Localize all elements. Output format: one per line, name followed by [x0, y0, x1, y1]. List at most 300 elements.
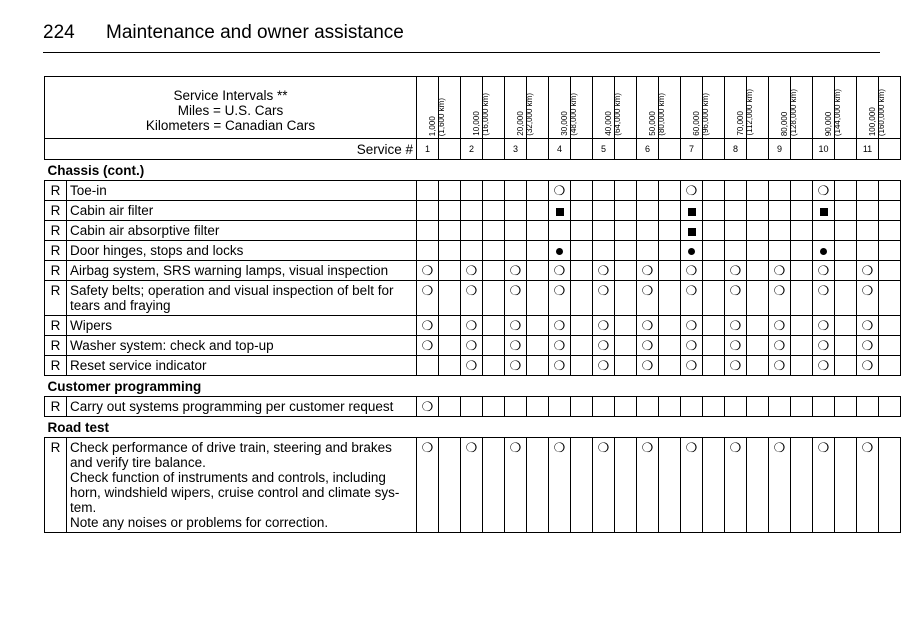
spacer-cell	[879, 181, 901, 201]
mark-cell	[417, 438, 439, 533]
row-code: R	[45, 281, 67, 316]
mark-cell	[549, 316, 571, 336]
spacer-cell	[879, 241, 901, 261]
spacer-cell	[747, 438, 769, 533]
check-circle-icon: ❍	[553, 358, 566, 373]
check-circle-icon: ❍	[553, 183, 566, 198]
spacer-cell	[571, 221, 593, 241]
mark-cell	[681, 221, 703, 241]
spacer-cell	[747, 201, 769, 221]
interval-header-cell	[769, 77, 798, 139]
check-circle-icon: ❍	[861, 440, 874, 455]
page-header	[43, 22, 880, 53]
spacer-cell	[571, 356, 593, 376]
schedule-row	[45, 397, 901, 417]
spacer-cell	[483, 336, 505, 356]
spacer-cell	[659, 281, 681, 316]
mark-cell	[637, 336, 659, 356]
spacer-cell	[791, 139, 813, 160]
check-circle-icon: ❍	[553, 338, 566, 353]
item-line: and verify tire balance.	[70, 455, 206, 470]
spacer-cell	[527, 241, 549, 261]
check-circle-icon: ❍	[773, 440, 786, 455]
spacer-cell	[791, 241, 813, 261]
mark-cell	[681, 241, 703, 261]
check-circle-icon: ❍	[421, 318, 434, 333]
spacer-cell	[439, 181, 461, 201]
spacer-cell	[659, 77, 681, 139]
interval-header-row	[45, 77, 901, 139]
item-line: Cabin air filter	[70, 203, 154, 218]
check-circle-icon: ❍	[861, 318, 874, 333]
spacer-cell	[835, 139, 857, 160]
mark-cell	[637, 241, 659, 261]
spacer-cell	[791, 181, 813, 201]
spacer-cell	[615, 336, 637, 356]
service-number: 9	[769, 139, 791, 160]
spacer-cell	[439, 336, 461, 356]
mark-cell	[593, 281, 615, 316]
mark-cell	[505, 221, 527, 241]
spacer-cell	[703, 397, 725, 417]
mark-cell	[593, 356, 615, 376]
mark-cell	[681, 438, 703, 533]
mark-cell	[549, 336, 571, 356]
interval-header-cell	[857, 77, 886, 139]
item-line: tears and fraying	[70, 298, 171, 313]
spacer-cell	[483, 241, 505, 261]
check-circle-icon: ❍	[729, 263, 742, 278]
spacer-cell	[835, 261, 857, 281]
check-circle-icon: ❍	[773, 263, 786, 278]
check-circle-icon: ❍	[641, 358, 654, 373]
spacer-cell	[879, 281, 901, 316]
mark-cell	[417, 356, 439, 376]
mark-cell	[725, 397, 747, 417]
service-number: 10	[813, 139, 835, 160]
spacer-cell	[747, 77, 769, 139]
check-circle-icon: ❍	[597, 338, 610, 353]
row-code: R	[45, 336, 67, 356]
check-circle-icon: ❍	[729, 318, 742, 333]
spacer-cell	[439, 201, 461, 221]
spacer-cell	[879, 77, 901, 139]
spacer-cell	[659, 201, 681, 221]
mark-cell	[769, 261, 791, 281]
check-circle-icon: ❍	[773, 338, 786, 353]
mark-cell	[593, 336, 615, 356]
spacer-cell	[791, 356, 813, 376]
service-number: 8	[725, 139, 747, 160]
row-code: R	[45, 316, 67, 336]
spacer-cell	[747, 261, 769, 281]
spacer-cell	[791, 221, 813, 241]
mark-cell	[637, 201, 659, 221]
spacer-cell	[835, 316, 857, 336]
check-circle-icon: ❍	[773, 358, 786, 373]
row-code: R	[45, 438, 67, 533]
spacer-cell	[439, 77, 461, 139]
spacer-cell	[703, 336, 725, 356]
mark-cell	[637, 221, 659, 241]
mark-cell	[593, 316, 615, 336]
check-circle-icon: ❍	[641, 338, 654, 353]
check-circle-icon: ❍	[421, 338, 434, 353]
section-title: Road test	[47, 420, 110, 435]
mark-cell	[681, 181, 703, 201]
service-number: 6	[637, 139, 659, 160]
schedule-row	[45, 181, 901, 201]
row-code: R	[45, 356, 67, 376]
mark-cell	[769, 316, 791, 336]
interval-header-cell	[637, 77, 666, 139]
spacer-cell	[703, 438, 725, 533]
check-circle-icon: ❍	[509, 318, 522, 333]
mark-cell	[593, 201, 615, 221]
replace-square-icon	[688, 228, 696, 236]
service-number: 5	[593, 139, 615, 160]
mark-cell	[813, 181, 835, 201]
interval-label: 70,000 (112,000 km)	[735, 89, 754, 136]
mark-cell	[857, 221, 879, 241]
check-circle-icon: ❍	[465, 358, 478, 373]
spacer-cell	[483, 356, 505, 376]
check-circle-icon: ❍	[509, 440, 522, 455]
interval-header-cell	[549, 77, 578, 139]
mark-cell	[637, 438, 659, 533]
interval-label: 40,000 (64,000 km)	[603, 93, 622, 136]
spacer-cell	[483, 139, 505, 160]
spacer-cell	[659, 241, 681, 261]
spacer-cell	[615, 221, 637, 241]
spacer-cell	[571, 201, 593, 221]
mark-cell	[725, 241, 747, 261]
mark-cell	[505, 356, 527, 376]
maintenance-item	[67, 221, 417, 241]
mark-cell	[769, 241, 791, 261]
mark-cell	[813, 316, 835, 336]
interval-header-cell	[461, 77, 490, 139]
spacer-cell	[835, 438, 857, 533]
spacer-cell	[571, 139, 593, 160]
check-circle-icon: ❍	[641, 263, 654, 278]
interval-header-cell	[505, 77, 534, 139]
mark-cell	[637, 397, 659, 417]
service-number: 7	[681, 139, 703, 160]
mark-cell	[857, 181, 879, 201]
section-title: Customer programming	[47, 379, 202, 394]
mark-cell	[725, 281, 747, 316]
spacer-cell	[703, 77, 725, 139]
spacer-cell	[439, 221, 461, 241]
check-circle-icon: ❍	[685, 338, 698, 353]
check-circle-icon: ❍	[773, 283, 786, 298]
schedule-row	[45, 336, 901, 356]
spacer-cell	[615, 356, 637, 376]
spacer-cell	[835, 241, 857, 261]
lubricate-dot-icon	[556, 248, 563, 255]
mark-cell	[813, 241, 835, 261]
item-line: Toe-in	[70, 183, 107, 198]
check-circle-icon: ❍	[421, 399, 434, 414]
mark-cell	[461, 397, 483, 417]
mark-cell	[769, 336, 791, 356]
spacer-cell	[527, 221, 549, 241]
check-circle-icon: ❍	[509, 358, 522, 373]
replace-square-icon	[688, 208, 696, 216]
interval-label: 1,000 (1,600 km)	[427, 97, 446, 136]
mark-cell	[857, 397, 879, 417]
service-number: 3	[505, 139, 527, 160]
spacer-cell	[527, 201, 549, 221]
maintenance-item	[67, 261, 417, 281]
spacer-cell	[439, 397, 461, 417]
spacer-cell	[615, 438, 637, 533]
check-circle-icon: ❍	[553, 440, 566, 455]
mark-cell	[461, 221, 483, 241]
mark-cell	[637, 356, 659, 376]
row-code: R	[45, 241, 67, 261]
interval-header-cell	[681, 77, 710, 139]
check-circle-icon: ❍	[817, 283, 830, 298]
spacer-cell	[747, 281, 769, 316]
spacer-cell	[659, 316, 681, 336]
mark-cell	[417, 281, 439, 316]
spacer-cell	[835, 77, 857, 139]
maintenance-item	[67, 397, 417, 417]
mark-cell	[461, 356, 483, 376]
item-line: Check performance of drive train, steering and brakes	[70, 440, 392, 455]
spacer-cell	[483, 77, 505, 139]
spacer-cell	[659, 336, 681, 356]
spacer-cell	[659, 438, 681, 533]
mark-cell	[549, 261, 571, 281]
lubricate-dot-icon	[820, 248, 827, 255]
spacer-cell	[747, 139, 769, 160]
mark-cell	[417, 221, 439, 241]
spacer-cell	[571, 397, 593, 417]
lubricate-dot-icon	[688, 248, 695, 255]
service-number: 4	[549, 139, 571, 160]
mark-cell	[637, 181, 659, 201]
mark-cell	[857, 281, 879, 316]
spacer-cell	[659, 181, 681, 201]
spacer-cell	[615, 181, 637, 201]
spacer-cell	[527, 77, 549, 139]
mark-cell	[549, 438, 571, 533]
mark-cell	[857, 201, 879, 221]
check-circle-icon: ❍	[465, 338, 478, 353]
check-circle-icon: ❍	[817, 358, 830, 373]
mark-cell	[857, 356, 879, 376]
spacer-cell	[615, 261, 637, 281]
mark-cell	[637, 281, 659, 316]
spacer-cell	[483, 221, 505, 241]
check-circle-icon: ❍	[553, 263, 566, 278]
spacer-cell	[747, 397, 769, 417]
mark-cell	[461, 281, 483, 316]
mark-cell	[549, 397, 571, 417]
check-circle-icon: ❍	[641, 318, 654, 333]
mark-cell	[461, 438, 483, 533]
spacer-cell	[571, 316, 593, 336]
schedule-row	[45, 356, 901, 376]
check-circle-icon: ❍	[817, 183, 830, 198]
check-circle-icon: ❍	[685, 318, 698, 333]
check-circle-icon: ❍	[465, 263, 478, 278]
mark-cell	[549, 281, 571, 316]
mark-cell	[461, 201, 483, 221]
spacer-cell	[527, 438, 549, 533]
spacer-cell	[615, 201, 637, 221]
spacer-cell	[571, 181, 593, 201]
mark-cell	[769, 281, 791, 316]
caption-line: Miles = U.S. Cars	[177, 103, 284, 118]
service-number-label: Service #	[45, 139, 417, 160]
spacer-cell	[483, 201, 505, 221]
item-line: Washer system: check and top-up	[70, 338, 274, 353]
mark-cell	[681, 397, 703, 417]
mark-cell	[857, 336, 879, 356]
interval-label: 10,000 (16,000 km)	[471, 93, 490, 136]
mark-cell	[505, 336, 527, 356]
mark-cell	[593, 181, 615, 201]
spacer-cell	[835, 281, 857, 316]
check-circle-icon: ❍	[773, 318, 786, 333]
check-circle-icon: ❍	[729, 338, 742, 353]
check-circle-icon: ❍	[861, 263, 874, 278]
spacer-cell	[791, 261, 813, 281]
item-line: Safety belts; operation and visual inspection of belt for	[70, 283, 394, 298]
schedule-row	[45, 241, 901, 261]
mark-cell	[593, 438, 615, 533]
spacer-cell	[483, 397, 505, 417]
row-code: R	[45, 201, 67, 221]
schedule-row	[45, 438, 901, 533]
spacer-cell	[483, 316, 505, 336]
spacer-cell	[615, 241, 637, 261]
mark-cell	[637, 316, 659, 336]
mark-cell	[725, 438, 747, 533]
spacer-cell	[527, 336, 549, 356]
spacer-cell	[439, 316, 461, 336]
spacer-cell	[879, 201, 901, 221]
check-circle-icon: ❍	[861, 283, 874, 298]
mark-cell	[857, 261, 879, 281]
check-circle-icon: ❍	[641, 440, 654, 455]
service-number: 11	[857, 139, 879, 160]
mark-cell	[725, 356, 747, 376]
spacer-cell	[659, 261, 681, 281]
interval-header-cell	[417, 77, 446, 139]
mark-cell	[461, 316, 483, 336]
check-circle-icon: ❍	[553, 283, 566, 298]
replace-square-icon	[556, 208, 564, 216]
interval-label: 50,000 (80,000 km)	[647, 93, 666, 136]
spacer-cell	[571, 281, 593, 316]
mark-cell	[505, 397, 527, 417]
mark-cell	[813, 356, 835, 376]
spacer-cell	[703, 221, 725, 241]
check-circle-icon: ❍	[861, 338, 874, 353]
check-circle-icon: ❍	[817, 440, 830, 455]
mark-cell	[417, 181, 439, 201]
mark-cell	[725, 181, 747, 201]
section-header-row	[45, 417, 901, 438]
check-circle-icon: ❍	[465, 283, 478, 298]
spacer-cell	[439, 281, 461, 316]
schedule-row	[45, 281, 901, 316]
replace-square-icon	[820, 208, 828, 216]
check-circle-icon: ❍	[421, 283, 434, 298]
schedule-row	[45, 316, 901, 336]
item-line: Note any noises or problems for correction.	[70, 515, 329, 530]
mark-cell	[417, 397, 439, 417]
check-circle-icon: ❍	[817, 263, 830, 278]
item-line: Airbag system, SRS warning lamps, visual inspection	[70, 263, 389, 278]
interval-header-cell	[593, 77, 622, 139]
interval-label: 80,000 (128,000 km)	[779, 88, 798, 136]
mark-cell	[549, 221, 571, 241]
item-line: tem.	[70, 500, 97, 515]
spacer-cell	[527, 281, 549, 316]
row-code: R	[45, 397, 67, 417]
check-circle-icon: ❍	[597, 318, 610, 333]
check-circle-icon: ❍	[685, 263, 698, 278]
spacer-cell	[527, 356, 549, 376]
spacer-cell	[483, 181, 505, 201]
item-line: Check function of instruments and controls, including	[70, 470, 386, 485]
spacer-cell	[439, 139, 461, 160]
row-code: R	[45, 261, 67, 281]
spacer-cell	[439, 261, 461, 281]
mark-cell	[417, 201, 439, 221]
spacer-cell	[879, 316, 901, 336]
interval-label: 20,000 (32,000 km)	[515, 93, 534, 136]
page-title: Maintenance and owner assistance	[106, 22, 404, 43]
spacer-cell	[747, 241, 769, 261]
mark-cell	[857, 316, 879, 336]
row-code: R	[45, 181, 67, 201]
mark-cell	[505, 181, 527, 201]
spacer-cell	[703, 356, 725, 376]
mark-cell	[725, 201, 747, 221]
mark-cell	[725, 336, 747, 356]
spacer-cell	[703, 281, 725, 316]
spacer-cell	[835, 181, 857, 201]
mark-cell	[505, 281, 527, 316]
spacer-cell	[483, 261, 505, 281]
item-line: Wipers	[70, 318, 113, 333]
mark-cell	[593, 397, 615, 417]
spacer-cell	[527, 261, 549, 281]
maintenance-item	[67, 356, 417, 376]
spacer-cell	[615, 281, 637, 316]
check-circle-icon: ❍	[641, 283, 654, 298]
mark-cell	[505, 201, 527, 221]
maintenance-item	[67, 438, 417, 533]
item-line: Carry out systems programming per customer request	[70, 399, 394, 414]
item-line: Cabin air absorptive filter	[70, 223, 220, 238]
mark-cell	[461, 336, 483, 356]
mark-cell	[505, 438, 527, 533]
mark-cell	[505, 241, 527, 261]
item-line: Door hinges, stops and locks	[70, 243, 244, 258]
mark-cell	[505, 316, 527, 336]
mark-cell	[769, 181, 791, 201]
spacer-cell	[879, 438, 901, 533]
spacer-cell	[615, 139, 637, 160]
